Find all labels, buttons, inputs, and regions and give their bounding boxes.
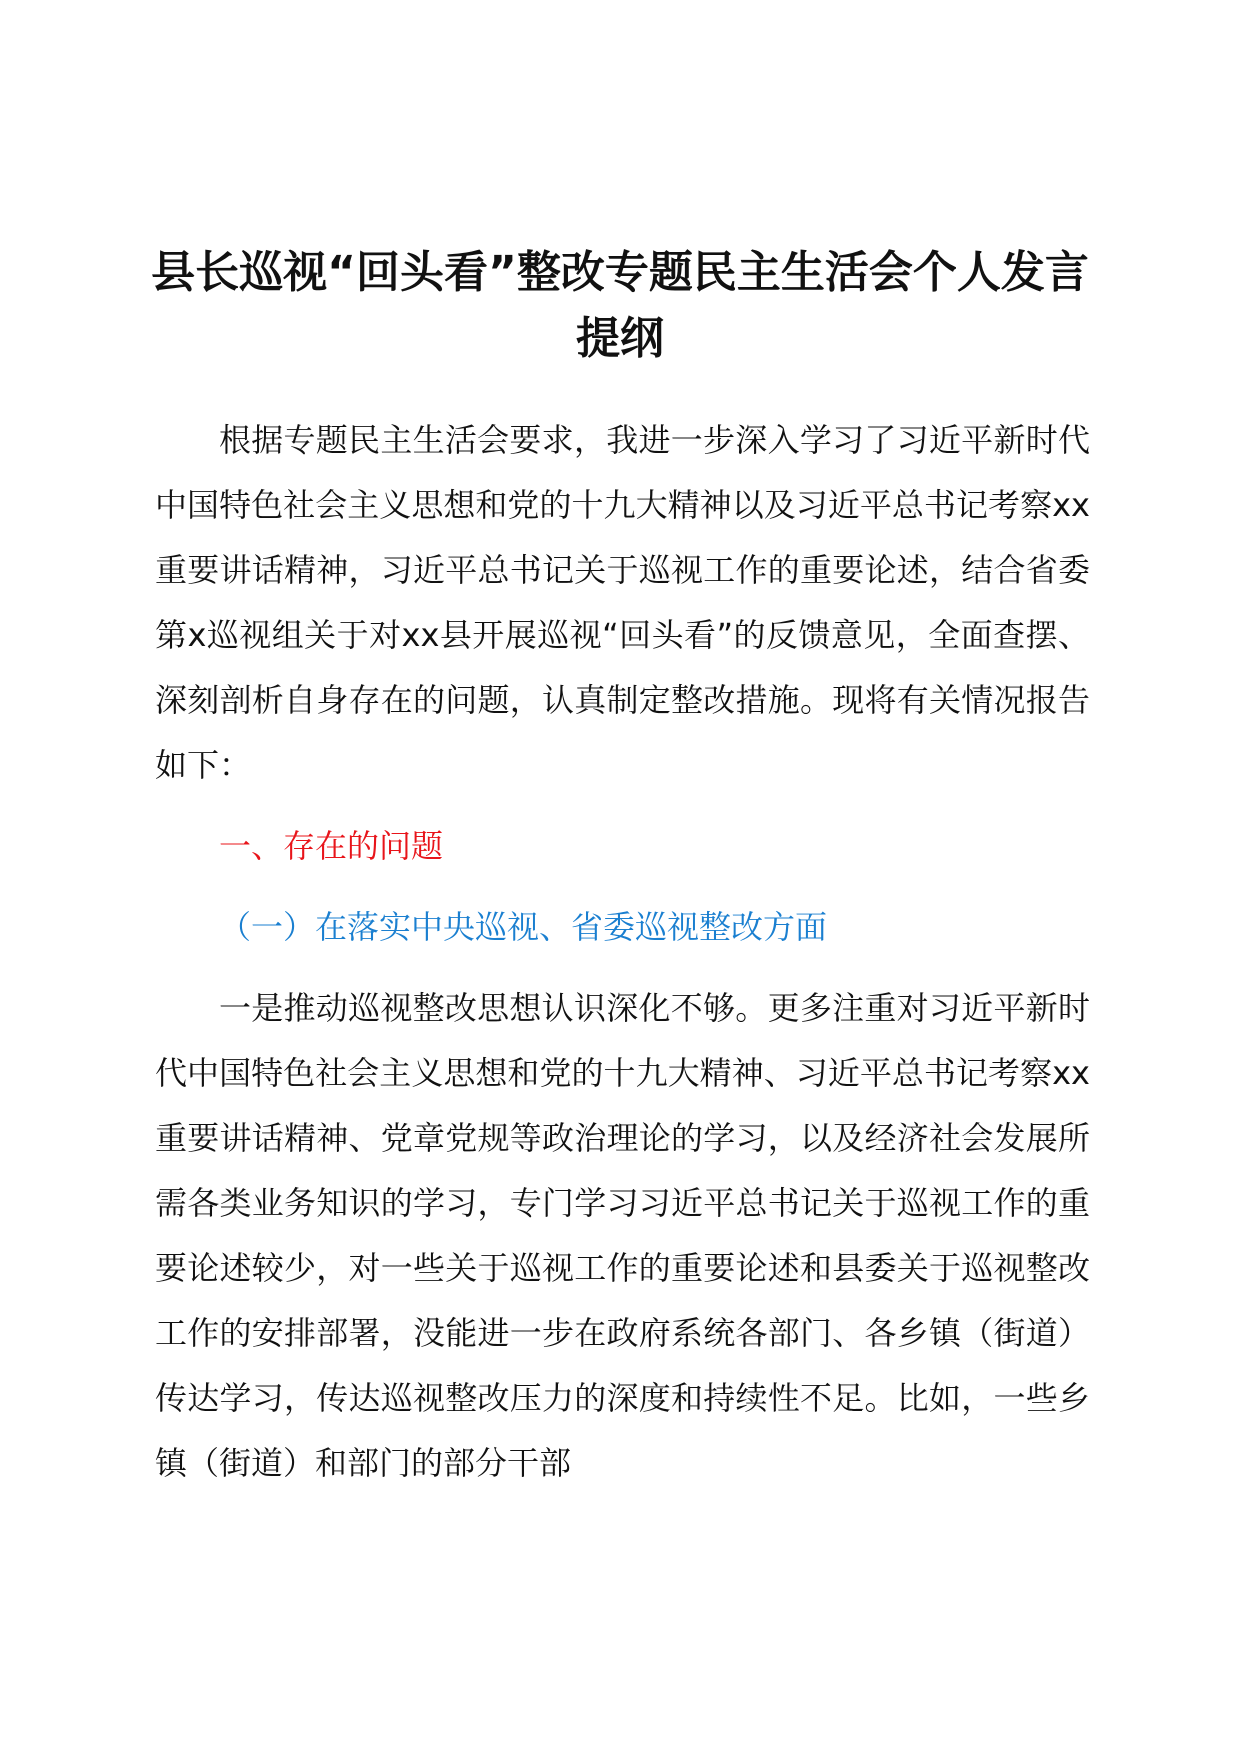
section-heading-problems: 一、存在的问题 bbox=[219, 827, 444, 865]
subsection-heading-inspection-rectification: （一）在落实中央巡视、省委巡视整改方面 bbox=[219, 908, 828, 946]
intro-paragraph: 根据专题民主生活会要求，我进一步深入学习了习近平新时代中国特色社会主义思想和党的十九大精神以及习近平总书记考察xx重要讲话精神，习近平总书记关于巡视工作的重要论述，结合省委第x巡视组关于对xx县开展巡视“回头看”的反馈意见，全面查摆、深刻剖析自身存在的问题，认真制定整改措施。现将有关情况报告如下： bbox=[155, 421, 1090, 784]
body-paragraph-1: 一是推动巡视整改思想认识深化不够。更多注重对习近平新时代中国特色社会主义思想和党的十九大精神、习近平总书记考察xx重要讲话精神、党章党规等政治理论的学习，以及经济社会发展所需各类业务知识的学习，专门学习习近平总书记关于巡视工作的重要论述较少，对一些关于巡视工作的重要论述和县委关于巡视整改工作的安排部署，没能进一步在政府系统各部门、各乡镇（街道）传达学习，传达巡视整改压力的深度和持续性不足。比如，一些乡镇（街道）和部门的部分干部 bbox=[155, 989, 1090, 1482]
document-body bbox=[155, 408, 1090, 1496]
document-title: 县长巡视“回头看”整改专题民主生活会个人发言提纲 bbox=[151, 247, 1089, 364]
